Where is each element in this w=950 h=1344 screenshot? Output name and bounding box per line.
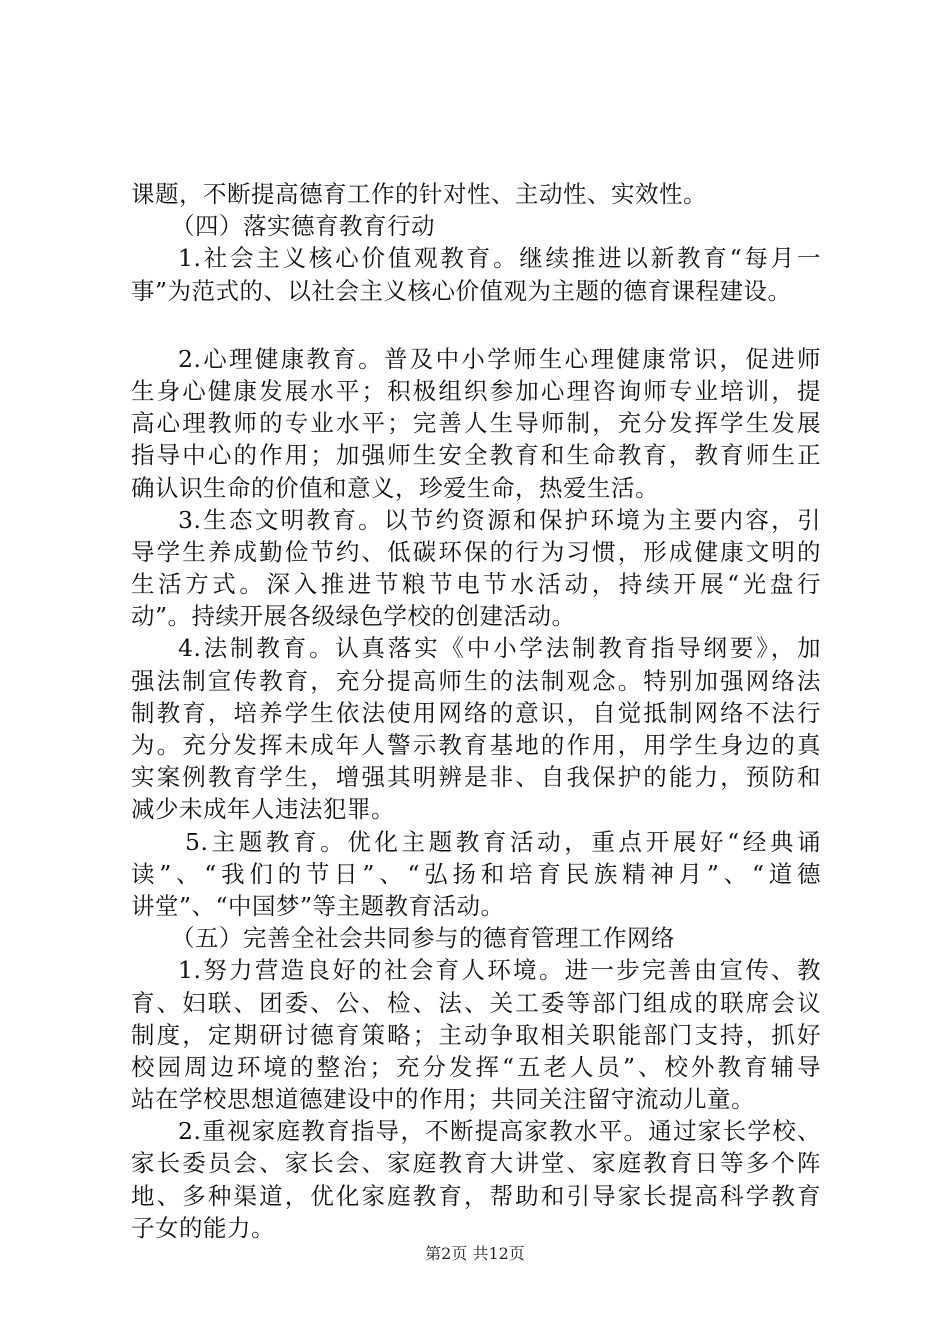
text-line: 育、妇联、团委、公、检、法、关工委等部门组成的联席会议 bbox=[131, 988, 821, 1017]
text-line: 指导中心的作用；加强师生安全教育和生命教育，教育师生正 bbox=[131, 441, 821, 470]
text-line: 3.生态文明教育。以节约资源和保护环境为主要内容，引 bbox=[178, 505, 821, 534]
text-line: 制度，定期研讨德育策略；主动争取相关职能部门支持，抓好 bbox=[131, 1020, 821, 1049]
text-line: 实案例教育学生，增强其明辨是非、自我保护的能力，预防和 bbox=[131, 763, 821, 792]
text-line: 为。充分发挥未成年人警示教育基地的作用，用学生身边的真 bbox=[131, 731, 821, 759]
text-line: 高心理教师的专业水平；完善人生导师制，充分发挥学生发展 bbox=[131, 409, 821, 438]
text-line: （四）落实德育教育行动 bbox=[171, 212, 435, 241]
text-line: 校园周边环境的整治；充分发挥“五老人员”、校外教育辅导 bbox=[131, 1052, 821, 1081]
paragraph-gap bbox=[131, 307, 821, 343]
text-line: 读”、“我们的节日”、“弘扬和培育民族精神月”、“道德 bbox=[131, 859, 821, 888]
text-line: 导学生养成勤俭节约、低碳环保的行为习惯，形成健康文明的 bbox=[131, 537, 821, 566]
text-line: 强法制宣传教育，充分提高师生的法制观念。特别加强网络法 bbox=[131, 666, 821, 695]
text-line: 生活方式。深入推进节粮节电节水活动，持续开展“光盘行 bbox=[131, 570, 821, 599]
text-line: 减少未成年人违法犯罪。 bbox=[131, 795, 395, 824]
page-footer: 第2页 共12页 bbox=[425, 1244, 525, 1263]
text-line: 子女的能力。 bbox=[131, 1213, 275, 1242]
text-line: 2.心理健康教育。普及中小学师生心理健康常识，促进师 bbox=[178, 344, 821, 373]
text-line: 1.努力营造良好的社会育人环境。进一步完善由宣传、教 bbox=[178, 956, 821, 985]
text-line: 1.社会主义核心价值观教育。继续推进以新教育“每月一 bbox=[178, 244, 821, 273]
text-line: 2.重视家庭教育指导，不断提高家教水平。通过家长学校、 bbox=[178, 1117, 821, 1146]
text-line: 地、多种渠道，优化家庭教育，帮助和引导家长提高科学教育 bbox=[131, 1181, 821, 1210]
text-line: 制教育，培养学生依法使用网络的意识，自觉抵制网络不法行 bbox=[131, 698, 821, 727]
text-line: 确认识生命的价值和意义，珍爱生命，热爱生活。 bbox=[131, 473, 659, 502]
text-line: 事”为范式的、以社会主义核心价值观为主题的德育课程建设。 bbox=[131, 276, 792, 305]
text-line: 站在学校思想道德建设中的作用；共同关注留守流动儿童。 bbox=[131, 1085, 755, 1114]
text-line: 家长委员会、家长会、家庭教育大讲堂、家庭教育日等多个阵 bbox=[131, 1149, 821, 1178]
text-line: 4.法制教育。认真落实《中小学法制教育指导纲要》，加 bbox=[178, 634, 821, 663]
text-line: （五）完善全社会共同参与的德育管理工作网络 bbox=[171, 924, 675, 953]
text-line: 课题，不断提高德育工作的针对性、主动性、实效性。 bbox=[131, 180, 707, 208]
text-line: 生身心健康发展水平；积极组织参加心理咨询师专业培训，提 bbox=[131, 376, 821, 405]
text-line: 讲堂”、“中国梦”等主题教育活动。 bbox=[131, 891, 505, 920]
text-line: 5.主题教育。优化主题教育活动，重点开展好“经典诵 bbox=[185, 827, 821, 856]
text-line: 动”。持续开展各级绿色学校的创建活动。 bbox=[131, 602, 576, 631]
document-body bbox=[131, 178, 821, 1244]
